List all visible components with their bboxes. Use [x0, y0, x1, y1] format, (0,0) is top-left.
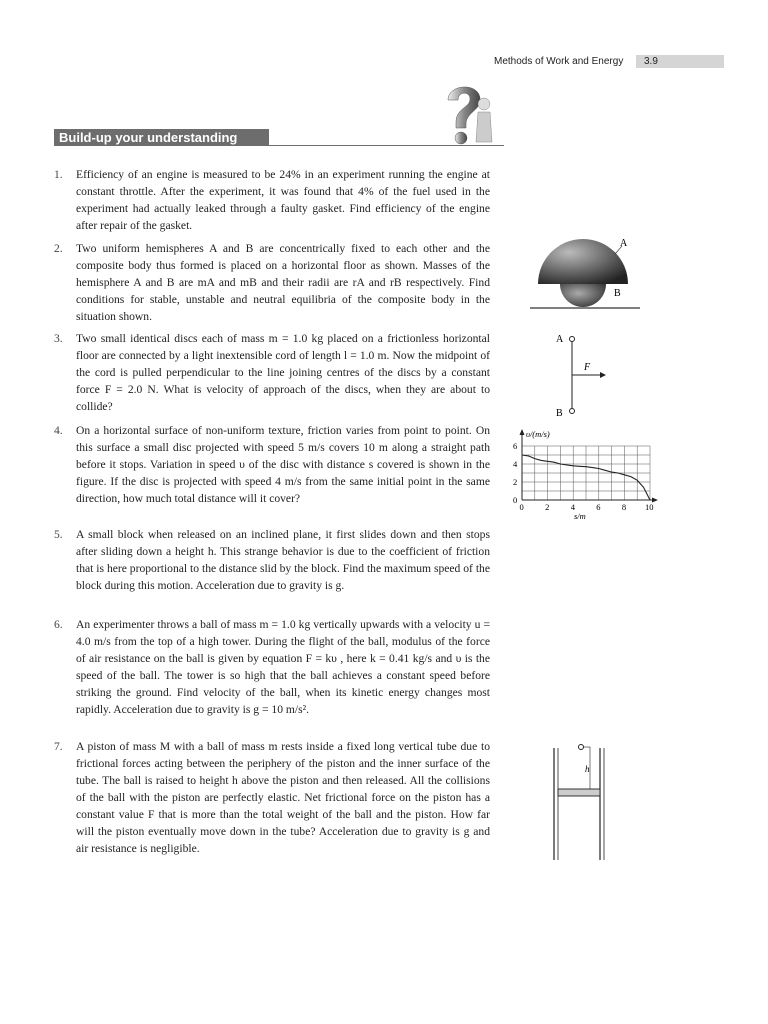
y-tick-label: 6	[513, 441, 518, 451]
hemispheres-figure	[530, 232, 640, 322]
problem-number: 6.	[54, 618, 63, 631]
question-mark-figure-icon	[440, 78, 496, 148]
label-b: B	[556, 408, 563, 419]
label-b: B	[614, 288, 621, 299]
problem-number: 2.	[54, 242, 63, 255]
page-number: 3.9	[636, 55, 724, 68]
section-title: Build-up your understanding	[54, 129, 269, 146]
x-tick-label: 6	[596, 502, 601, 512]
problem-number: 5.	[54, 528, 63, 541]
hemisphere-b	[560, 284, 606, 307]
piston-tube-figure	[546, 740, 610, 864]
ball	[579, 745, 584, 750]
x-axis-label: s/m	[574, 511, 586, 521]
disc-a	[570, 337, 575, 342]
problem-number: 4.	[54, 424, 63, 437]
y-axis-label: υ/(m/s)	[526, 429, 550, 439]
y-tick-label: 2	[513, 477, 518, 487]
problem-text: Two uniform hemispheres A and B are concentrically fixed to each other and the composite body thus formed is placed on a horizontal floor as shown. Masses of the hemisphere A and B are mA and mB and their radii are rA and rB respectively. Find conditions for stable, unstable and neutral equilibria of the composite body in the situation shown.	[76, 242, 490, 323]
problem-text: On a horizontal surface of non-uniform texture, friction varies from point to point. On this surface a small disc projected with speed 5 m/s covers 10 m along a straight path before it stops. Variation in speed υ of the disc with distance s covered is shown in the figure. If the disc is projected with speed 4 m/s from the same initial point in the same direction, how much total distance will it cover?	[76, 424, 490, 505]
chapter-title: Methods of Work and Energy	[494, 56, 624, 67]
label-h: h	[585, 764, 590, 774]
problem-text: Efficiency of an engine is measured to be 24% in an experiment running the engine at constant throttle. After the experiment, it was found that 4% of the fuel used in the experiment had actually leaked through a faulty gasket. Find efficiency of the engine after repair of the gasket.	[76, 168, 490, 232]
x-tick-label: 2	[545, 502, 550, 512]
y-axis-arrow	[520, 429, 525, 435]
x-tick-label: 4	[570, 502, 575, 512]
problem-number: 3.	[54, 332, 63, 345]
disc-b	[570, 409, 575, 414]
y-tick-label: 0	[513, 495, 518, 505]
problem-text: Two small identical discs each of mass m = 1.0 kg placed on a frictionless horizontal floor are connected by a light inextensible cord of length l = 1.0 m. Now the midpoint of the cord is pulled perpendicular to the line joining centres of the discs by a constant force F = 2.0 N. What is velocity of approach of the discs, when they are about to collide?	[76, 332, 490, 413]
problem-number: 7.	[54, 740, 63, 753]
x-tick-label: 0	[519, 502, 524, 512]
y-tick-label: 4	[513, 459, 518, 469]
speed-distance-chart	[506, 426, 658, 526]
x-tick-label: 10	[645, 502, 654, 512]
discs-cord-figure	[550, 330, 610, 420]
label-a: A	[556, 334, 564, 345]
x-tick-label: 8	[621, 502, 627, 512]
section-rule	[54, 145, 504, 146]
problem-text: A small block when released on an inclined plane, it first slides down and then stops after sliding down a height h. This strange behavior is due to the coefficient of friction that is here proportional to the distance slid by the block. Find the maximum speed of the block during this motion. Acceleration due to gravity is g.	[76, 528, 490, 592]
problem-text: An experimenter throws a ball of mass m = 1.0 kg vertically upwards with a velocity u = 4.0 m/s from the top of a high tower. During the flight of the ball, modulus of the force of air resistance on the ball is given by equation F = kυ , here k = 0.41 kg/s and υ is the speed of the ball. The tower is so high that the ball achieves a constant speed before striking the ground. Find velocity of the ball, when its kinetic energy changes most rapidly. Acceleration due to gravity is g = 10 m/s².	[76, 618, 490, 716]
page-header	[494, 55, 724, 69]
label-f: F	[584, 362, 591, 373]
hemisphere-a	[538, 239, 628, 284]
piston	[558, 789, 600, 796]
label-a: A	[620, 238, 628, 249]
problem-text: A piston of mass M with a ball of mass m rests inside a fixed long vertical tube due to frictional forces acting between the periphery of the piston and the inner surface of the tube. The ball is raised to height h above the piston and then released. All the collisions of the ball with the piston are perfectly elastic. Net frictional force on the piston has a constant value F that is more than the total weight of the ball and the piston. How far will the piston eventually move down in the tube? Acceleration due to gravity is g and air resistance is negligible.	[76, 740, 490, 855]
problem-number: 1.	[54, 168, 63, 181]
